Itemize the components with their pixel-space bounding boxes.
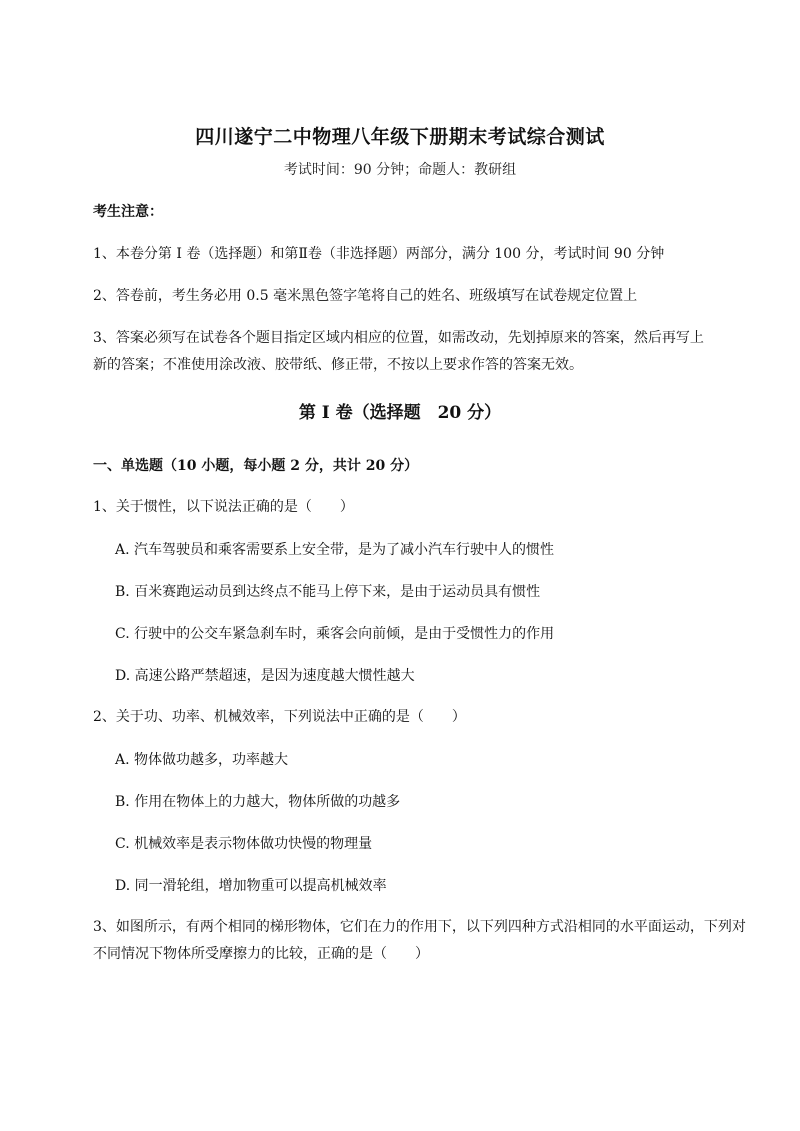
section-title: 第 I 卷（选择题 20 分） [298,403,502,423]
answer-option: D. 同一滑轮组，增加物重可以提高机械效率 [115,878,387,894]
answer-option: D. 高速公路严禁超速，是因为速度越大惯性越大 [115,668,415,684]
question-stem: 3、如图所示，有两个相同的梯形物体，它们在力的作用下，以下列四种方式沿相同的水平面运动，下列对不同情况下物体所受摩擦力的比较，正确的是（ ） [93,919,746,962]
answer-option: A. 物体做功越多，功率越大 [115,752,289,768]
page-title: 四川遂宁二中物理八年级下册期末考试综合测试 [195,126,605,148]
notice-item: 1、本卷分第 I 卷（选择题）和第Ⅱ卷（非选择题）两部分，满分 100 分，考试时间 90 分钟 [93,246,665,262]
answer-option: C. 机械效率是表示物体做功快慢的物理量 [115,836,373,852]
answer-option: A. 汽车驾驶员和乘客需要系上安全带，是为了减小汽车行驶中人的惯性 [115,542,555,558]
answer-option: C. 行驶中的公交车紧急刹车时，乘客会向前倾，是由于受惯性力的作用 [115,626,555,642]
answer-option: B. 作用在物体上的力越大，物体所做的功越多 [115,794,401,810]
part-heading: 一、单选题（10 小题，每小题 2 分，共计 20 分） [93,458,419,474]
question-stem: 1、关于惯性，以下说法正确的是（ ） [93,499,354,515]
exam-info: 考试时间：90 分钟；命题人：教研组 [283,162,517,178]
notice-item: 3、答案必须写在试卷各个题目指定区域内相应的位置，如需改动，先划掉原来的答案，然后再写上新的答案；不准使用涂改液、胶带纸、修正带，不按以上要求作答的答案无效。 [93,330,704,373]
notice-heading: 考生注意： [93,204,163,220]
answer-option: B. 百米赛跑运动员到达终点不能马上停下来，是由于运动员具有惯性 [115,584,541,600]
question-stem: 2、关于功、功率、机械效率，下列说法中正确的是（ ） [93,709,466,725]
notice-item: 2、答卷前，考生务必用 0.5 毫米黑色签字笔将自己的姓名、班级填写在试卷规定位置上 [93,288,638,304]
